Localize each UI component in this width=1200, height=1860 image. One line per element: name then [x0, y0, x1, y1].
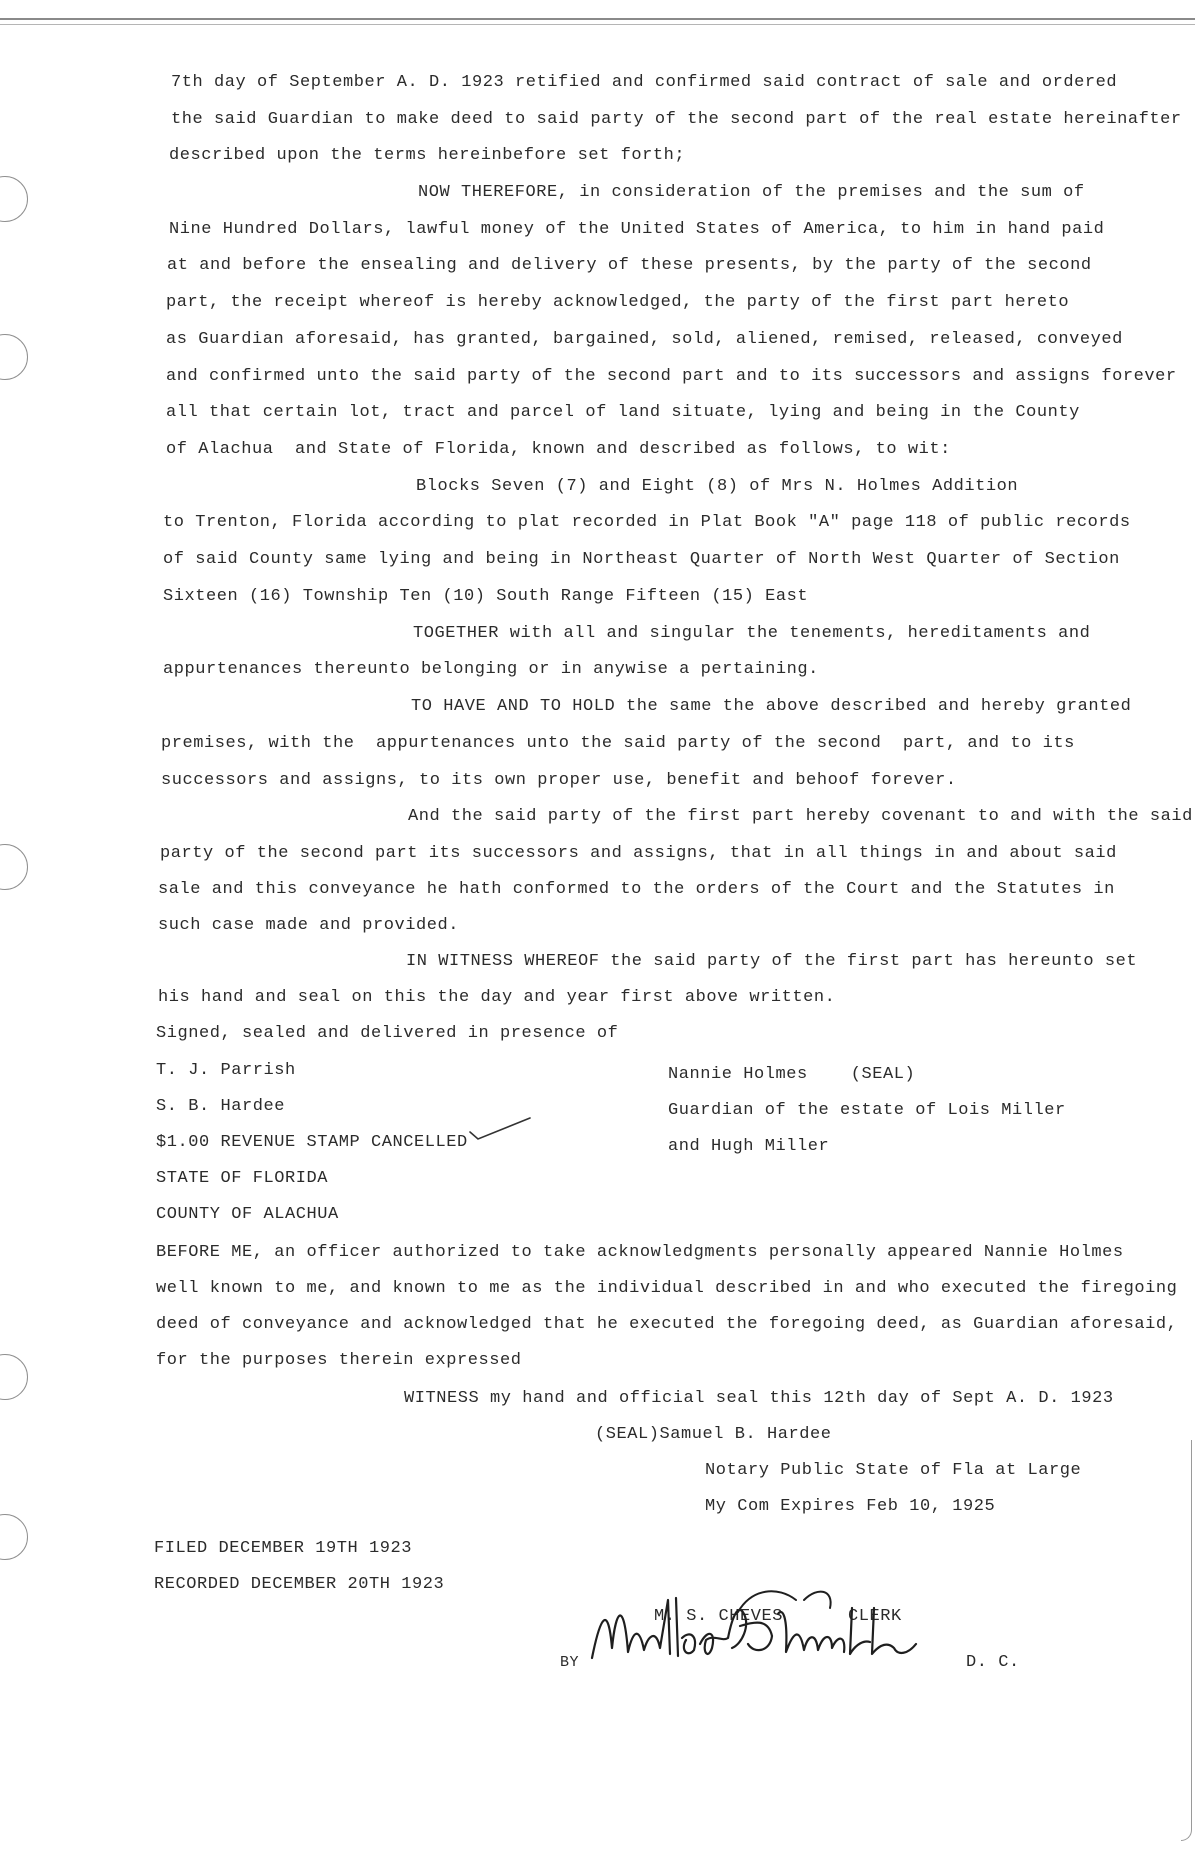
body-line: the said Guardian to make deed to said party of the second part of the real estate hereinafter	[171, 110, 1182, 129]
body-line: Sixteen (16) Township Ten (10) South Range Fifteen (15) East	[163, 587, 809, 606]
ack-line: well known to me, and known to me as the individual described in and who executed the firegoing	[156, 1279, 1178, 1298]
body-line: IN WITNESS WHEREOF the said party of the first part has hereunto set	[406, 952, 1138, 971]
body-line: TOGETHER with all and singular the tenements, hereditaments and	[413, 624, 1091, 643]
body-line: premises, with the appurtenances unto the said party of the second part, and to its	[161, 734, 1075, 753]
page-curl-edge	[1181, 1440, 1192, 1841]
body-line: of Alachua and State of Florida, known and described as follows, to wit:	[166, 440, 951, 459]
top-rule	[0, 18, 1195, 25]
body-line: part, the receipt whereof is hereby acknowledged, the party of the first part hereto	[166, 293, 1070, 312]
checkmark-icon	[468, 1112, 538, 1142]
body-line: at and before the ensealing and delivery of these presents, by the party of the second	[167, 256, 1092, 275]
ack-line: BEFORE ME, an officer authorized to take acknowledgments personally appeared Nannie Holmes	[156, 1243, 1124, 1262]
ack-line: for the purposes therein expressed	[156, 1351, 522, 1370]
clerk-name: M. S. CHEVES	[654, 1607, 784, 1626]
body-line: 7th day of September A. D. 1923 retified and confirmed said contract of sale and ordered	[171, 73, 1118, 92]
body-line: party of the second part its successors and assigns, that in all things in and about said	[160, 844, 1117, 863]
notary-title: Notary Public State of Fla at Large	[705, 1461, 1082, 1480]
witness-name: T. J. Parrish	[156, 1061, 296, 1080]
body-line: Nine Hundred Dollars, lawful money of the United States of America, to him in hand paid	[169, 220, 1105, 239]
body-line: TO HAVE AND TO HOLD the same the above described and hereby granted	[411, 697, 1132, 716]
binder-hole	[0, 176, 28, 222]
body-line: and confirmed unto the said party of the second part and to its successors and assigns forever	[166, 367, 1177, 386]
body-line: Blocks Seven (7) and Eight (8) of Mrs N. Holmes Addition	[416, 477, 1019, 496]
body-line: NOW THEREFORE, in consideration of the premises and the sum of	[418, 183, 1085, 202]
body-line: all that certain lot, tract and parcel of land situate, lying and being in the County	[166, 403, 1080, 422]
body-line: of said County same lying and being in Northeast Quarter of North West Quarter of Section	[163, 550, 1120, 569]
binder-hole	[0, 334, 28, 380]
venue-county: COUNTY OF ALACHUA	[156, 1205, 339, 1224]
filed-date: FILED DECEMBER 19TH 1923	[154, 1539, 413, 1558]
body-line: And the said party of the first part hereby covenant to and with the said	[408, 807, 1193, 826]
ack-line: deed of conveyance and acknowledged that he executed the foregoing deed, as Guardian aforesaid,	[156, 1315, 1178, 1334]
body-line: appurtenances thereunto belonging or in anywise a pertaining.	[163, 660, 819, 679]
binder-hole	[0, 1514, 28, 1560]
binder-hole	[0, 844, 28, 890]
venue-state: STATE OF FLORIDA	[156, 1169, 329, 1188]
body-line: to Trenton, Florida according to plat recorded in Plat Book "A" page 118 of public records	[163, 513, 1131, 532]
body-line: described upon the terms hereinbefore set forth;	[169, 146, 686, 165]
clerk-title: CLERK	[848, 1607, 902, 1626]
body-line: such case made and provided.	[158, 916, 460, 935]
body-line: his hand and seal on this the day and year first above written.	[158, 988, 836, 1007]
body-line: as Guardian aforesaid, has granted, bargained, sold, aliened, remised, released, conveyed	[166, 330, 1123, 349]
ack-witness-line: WITNESS my hand and official seal this 12th day of Sept A. D. 1923	[404, 1389, 1114, 1408]
revenue-stamp-note: $1.00 REVENUE STAMP CANCELLED	[156, 1133, 468, 1152]
body-line: sale and this conveyance he hath conformed to the orders of the Court and the Statutes in	[158, 880, 1115, 899]
body-line: Signed, sealed and delivered in presence of	[156, 1024, 619, 1043]
deputy-clerk-signature	[582, 1578, 922, 1688]
notary-name: (SEAL)Samuel B. Hardee	[595, 1425, 832, 1444]
grantor-capacity: and Hugh Miller	[668, 1137, 830, 1156]
binder-hole	[0, 1354, 28, 1400]
recorded-date: RECORDED DECEMBER 20TH 1923	[154, 1575, 445, 1594]
grantor-capacity: Guardian of the estate of Lois Miller	[668, 1101, 1066, 1120]
witness-name: S. B. Hardee	[156, 1097, 286, 1116]
notary-commission: My Com Expires Feb 10, 1925	[705, 1497, 996, 1516]
by-label: BY	[560, 1654, 580, 1671]
deputy-clerk-label: D. C.	[966, 1653, 1020, 1672]
grantor-name: Nannie Holmes (SEAL)	[668, 1065, 916, 1084]
body-line: successors and assigns, to its own proper use, benefit and behoof forever.	[161, 771, 957, 790]
